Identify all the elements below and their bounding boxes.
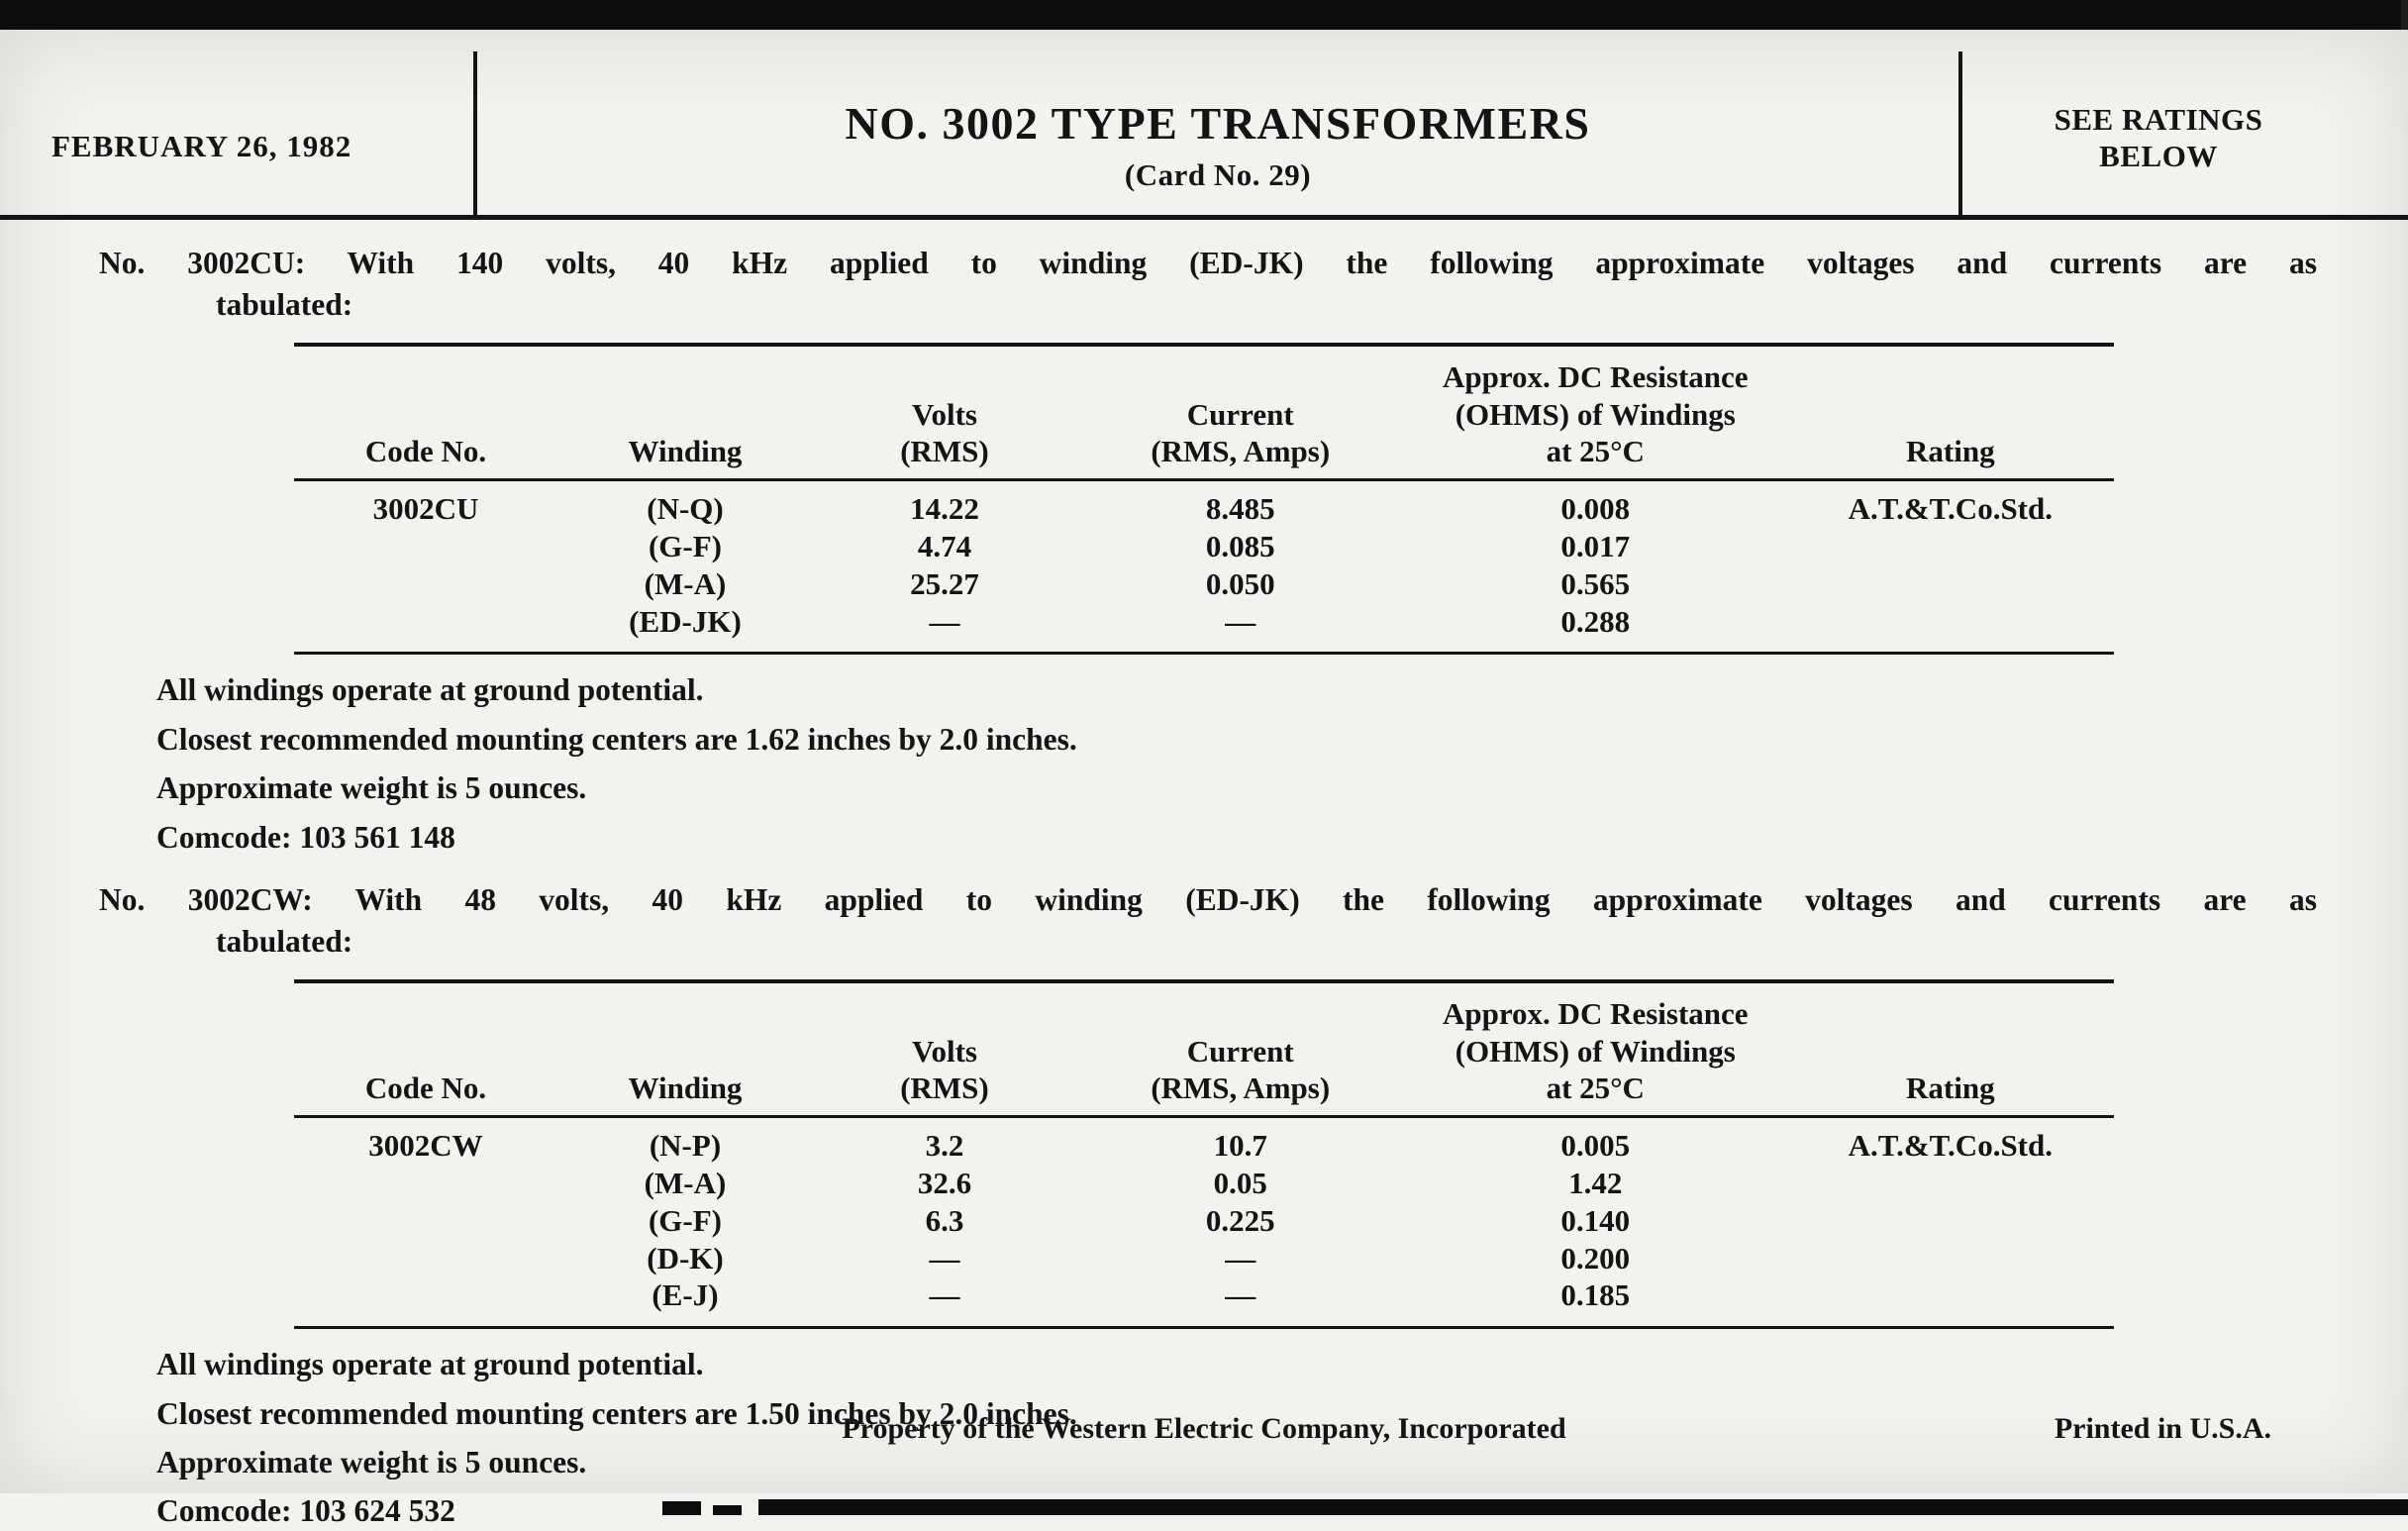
table-cell: 6.3 bbox=[925, 1202, 964, 1238]
column-header bbox=[813, 981, 1077, 1117]
table-cell bbox=[294, 603, 558, 654]
column-header bbox=[1786, 981, 2114, 1117]
table-row bbox=[294, 528, 2115, 565]
column-header-line: (OHMS) of Windings bbox=[1455, 396, 1736, 432]
table-cell: 8.485 bbox=[1205, 491, 1275, 527]
table-cell: 0.185 bbox=[1560, 1277, 1631, 1313]
column-header bbox=[557, 981, 812, 1117]
table-cell: — bbox=[929, 603, 960, 639]
scan-artifact bbox=[758, 1499, 2408, 1515]
data-table-3002cu bbox=[294, 343, 2115, 656]
table-cell: 0.140 bbox=[1560, 1202, 1631, 1238]
note: All windings operate at ground potential. bbox=[156, 672, 704, 708]
column-header-line: at 25°C bbox=[1546, 1071, 1645, 1106]
table-cell: — bbox=[1225, 1240, 1256, 1276]
table-cell: 0.225 bbox=[1205, 1202, 1275, 1238]
column-header bbox=[813, 345, 1077, 480]
intro-line-2: tabulated: bbox=[216, 924, 353, 960]
column-header bbox=[1076, 345, 1404, 480]
document-page bbox=[0, 30, 2408, 1529]
column-header-line: Approx. DC Resistance bbox=[1442, 995, 1749, 1031]
intro-line-1: No. 3002CW: With 48 volts, 40 kHz applied to winding (ED-JK) the following approximate voltages and currents are as bbox=[99, 881, 2317, 917]
note: Comcode: 103 624 532 bbox=[156, 1493, 455, 1529]
scan-edge-top bbox=[0, 0, 2408, 30]
table-cell: 3002CU bbox=[372, 491, 479, 527]
table-cell: 14.22 bbox=[910, 491, 979, 527]
note: Approximate weight is 5 ounces. bbox=[156, 1444, 587, 1480]
table-cell: (E-J) bbox=[652, 1277, 719, 1313]
table-cell: 3002CW bbox=[368, 1128, 483, 1164]
column-header-line: Current bbox=[1186, 1033, 1294, 1069]
table-cell: A.T.&T.Co.Std. bbox=[1848, 1128, 2053, 1164]
table-cell bbox=[1786, 1165, 2114, 1202]
table-cell: (M-A) bbox=[644, 565, 727, 601]
column-header bbox=[294, 345, 558, 480]
table-cell bbox=[1786, 603, 2114, 654]
note: Approximate weight is 5 ounces. bbox=[156, 770, 587, 806]
column-header-line: (RMS, Amps) bbox=[1151, 1071, 1331, 1106]
table-cell: 25.27 bbox=[910, 565, 979, 601]
table-header-row bbox=[294, 345, 2115, 480]
scan-edge-bottom bbox=[0, 1493, 2408, 1515]
ratings-note-line: SEE RATINGS bbox=[2054, 102, 2263, 137]
note: Closest recommended mounting centers are 1.50 inches by 2.0 inches. bbox=[156, 1395, 1077, 1431]
table-cell bbox=[294, 528, 558, 565]
table-cell bbox=[1786, 1276, 2114, 1327]
document-body bbox=[0, 244, 2408, 1531]
table-cell: 32.6 bbox=[917, 1165, 972, 1200]
table-row bbox=[294, 1165, 2115, 1202]
table-cell bbox=[294, 565, 558, 603]
table-cell: (M-A) bbox=[644, 1165, 727, 1200]
table-cell: (N-P) bbox=[649, 1128, 722, 1164]
table-cell: 10.7 bbox=[1213, 1128, 1267, 1164]
table-cell: (G-F) bbox=[648, 1202, 722, 1238]
column-header-line: Current bbox=[1186, 396, 1294, 432]
table-cell: 0.288 bbox=[1560, 603, 1631, 639]
column-header bbox=[1404, 981, 1786, 1117]
scan-artifact bbox=[713, 1505, 742, 1515]
table-row bbox=[294, 603, 2115, 654]
document-title: NO. 3002 TYPE TRANSFORMERS bbox=[845, 98, 1591, 149]
table-cell bbox=[294, 1240, 558, 1277]
table-row bbox=[294, 1117, 2115, 1165]
document-subtitle: (Card No. 29) bbox=[1124, 157, 1312, 192]
table-cell: — bbox=[1225, 603, 1256, 639]
table-cell: 3.2 bbox=[925, 1128, 964, 1164]
column-header bbox=[294, 981, 558, 1117]
header-divider-left bbox=[473, 51, 477, 215]
column-header-line: Code No. bbox=[364, 434, 487, 469]
note: Comcode: 103 561 148 bbox=[156, 819, 455, 855]
table-cell bbox=[1786, 1240, 2114, 1277]
ratings-note bbox=[1966, 101, 2351, 174]
printed-in-usa: Printed in U.S.A. bbox=[2054, 1412, 2271, 1445]
column-header-line: (OHMS) of Windings bbox=[1455, 1033, 1736, 1069]
table-cell bbox=[1786, 528, 2114, 565]
section-intro bbox=[99, 244, 2317, 325]
column-header-line: Winding bbox=[628, 434, 743, 469]
header-divider-right bbox=[1958, 51, 1962, 215]
column-header-line: Volts bbox=[911, 396, 977, 432]
table-cell: 0.005 bbox=[1560, 1128, 1631, 1164]
table-row bbox=[294, 1276, 2115, 1327]
column-header-line: Rating bbox=[1906, 1071, 1995, 1106]
document-header bbox=[0, 30, 2408, 220]
document-date: FEBRUARY 26, 1982 bbox=[51, 129, 352, 163]
table-body bbox=[294, 480, 2115, 654]
table-cell: 0.200 bbox=[1560, 1240, 1631, 1276]
table-cell: — bbox=[1225, 1277, 1256, 1313]
data-table-3002cw bbox=[294, 979, 2115, 1330]
table-cell bbox=[294, 1165, 558, 1202]
column-header-line: (RMS) bbox=[900, 1071, 989, 1106]
title-block bbox=[485, 97, 1951, 193]
table-cell: (ED-JK) bbox=[629, 603, 742, 639]
table-cell: A.T.&T.Co.Std. bbox=[1848, 491, 2053, 527]
column-header-line: (RMS, Amps) bbox=[1151, 434, 1331, 469]
table-cell bbox=[1786, 1202, 2114, 1240]
table-row bbox=[294, 565, 2115, 603]
scan-artifact bbox=[662, 1501, 701, 1515]
column-header-line: Volts bbox=[911, 1033, 977, 1069]
note: Closest recommended mounting centers are 1.62 inches by 2.0 inches. bbox=[156, 721, 1077, 757]
column-header bbox=[557, 345, 812, 480]
table-cell: 0.050 bbox=[1205, 565, 1275, 601]
table-row bbox=[294, 1240, 2115, 1277]
document-footer bbox=[0, 1412, 2408, 1452]
table-body bbox=[294, 1117, 2115, 1328]
table-cell: 0.008 bbox=[1560, 491, 1631, 527]
table-cell: 0.085 bbox=[1205, 529, 1275, 563]
note: All windings operate at ground potential. bbox=[156, 1347, 704, 1382]
intro-line-1: No. 3002CU: With 140 volts, 40 kHz applied to winding (ED-JK) the following approximate voltages and currents are as bbox=[99, 246, 2317, 280]
property-notice: Property of the Western Electric Company, Incorporated bbox=[842, 1412, 1566, 1445]
table-row bbox=[294, 1202, 2115, 1240]
column-header-line: (RMS) bbox=[900, 434, 989, 469]
table-cell: 0.017 bbox=[1560, 529, 1631, 563]
table-cell bbox=[1786, 565, 2114, 603]
column-header bbox=[1076, 981, 1404, 1117]
table-cell: 0.565 bbox=[1560, 565, 1631, 601]
section-notes bbox=[156, 670, 2408, 857]
table-cell: 0.05 bbox=[1213, 1165, 1267, 1200]
table-head bbox=[294, 981, 2115, 1117]
intro-line-2: tabulated: bbox=[216, 287, 353, 323]
table-cell bbox=[294, 1276, 558, 1327]
column-header-line: Code No. bbox=[364, 1071, 487, 1106]
section-intro bbox=[99, 880, 2317, 962]
column-header-line: Rating bbox=[1906, 434, 1995, 469]
table-cell: — bbox=[929, 1240, 960, 1276]
table-cell: — bbox=[929, 1277, 960, 1313]
table-cell bbox=[294, 1202, 558, 1240]
column-header bbox=[1404, 345, 1786, 480]
table-cell: (N-Q) bbox=[647, 491, 724, 527]
table-header-row bbox=[294, 981, 2115, 1117]
table-cell: (G-F) bbox=[648, 529, 722, 563]
column-header-line: Approx. DC Resistance bbox=[1442, 358, 1749, 394]
section-3002cu bbox=[0, 244, 2408, 857]
table-row bbox=[294, 480, 2115, 528]
table-cell: 4.74 bbox=[917, 529, 972, 563]
column-header bbox=[1786, 345, 2114, 480]
table-cell: (D-K) bbox=[647, 1240, 724, 1276]
ratings-note-line: BELOW bbox=[2099, 139, 2218, 174]
column-header-line: at 25°C bbox=[1546, 434, 1645, 469]
table-cell: 1.42 bbox=[1568, 1165, 1623, 1200]
table-head bbox=[294, 345, 2115, 480]
column-header-line: Winding bbox=[628, 1071, 743, 1106]
